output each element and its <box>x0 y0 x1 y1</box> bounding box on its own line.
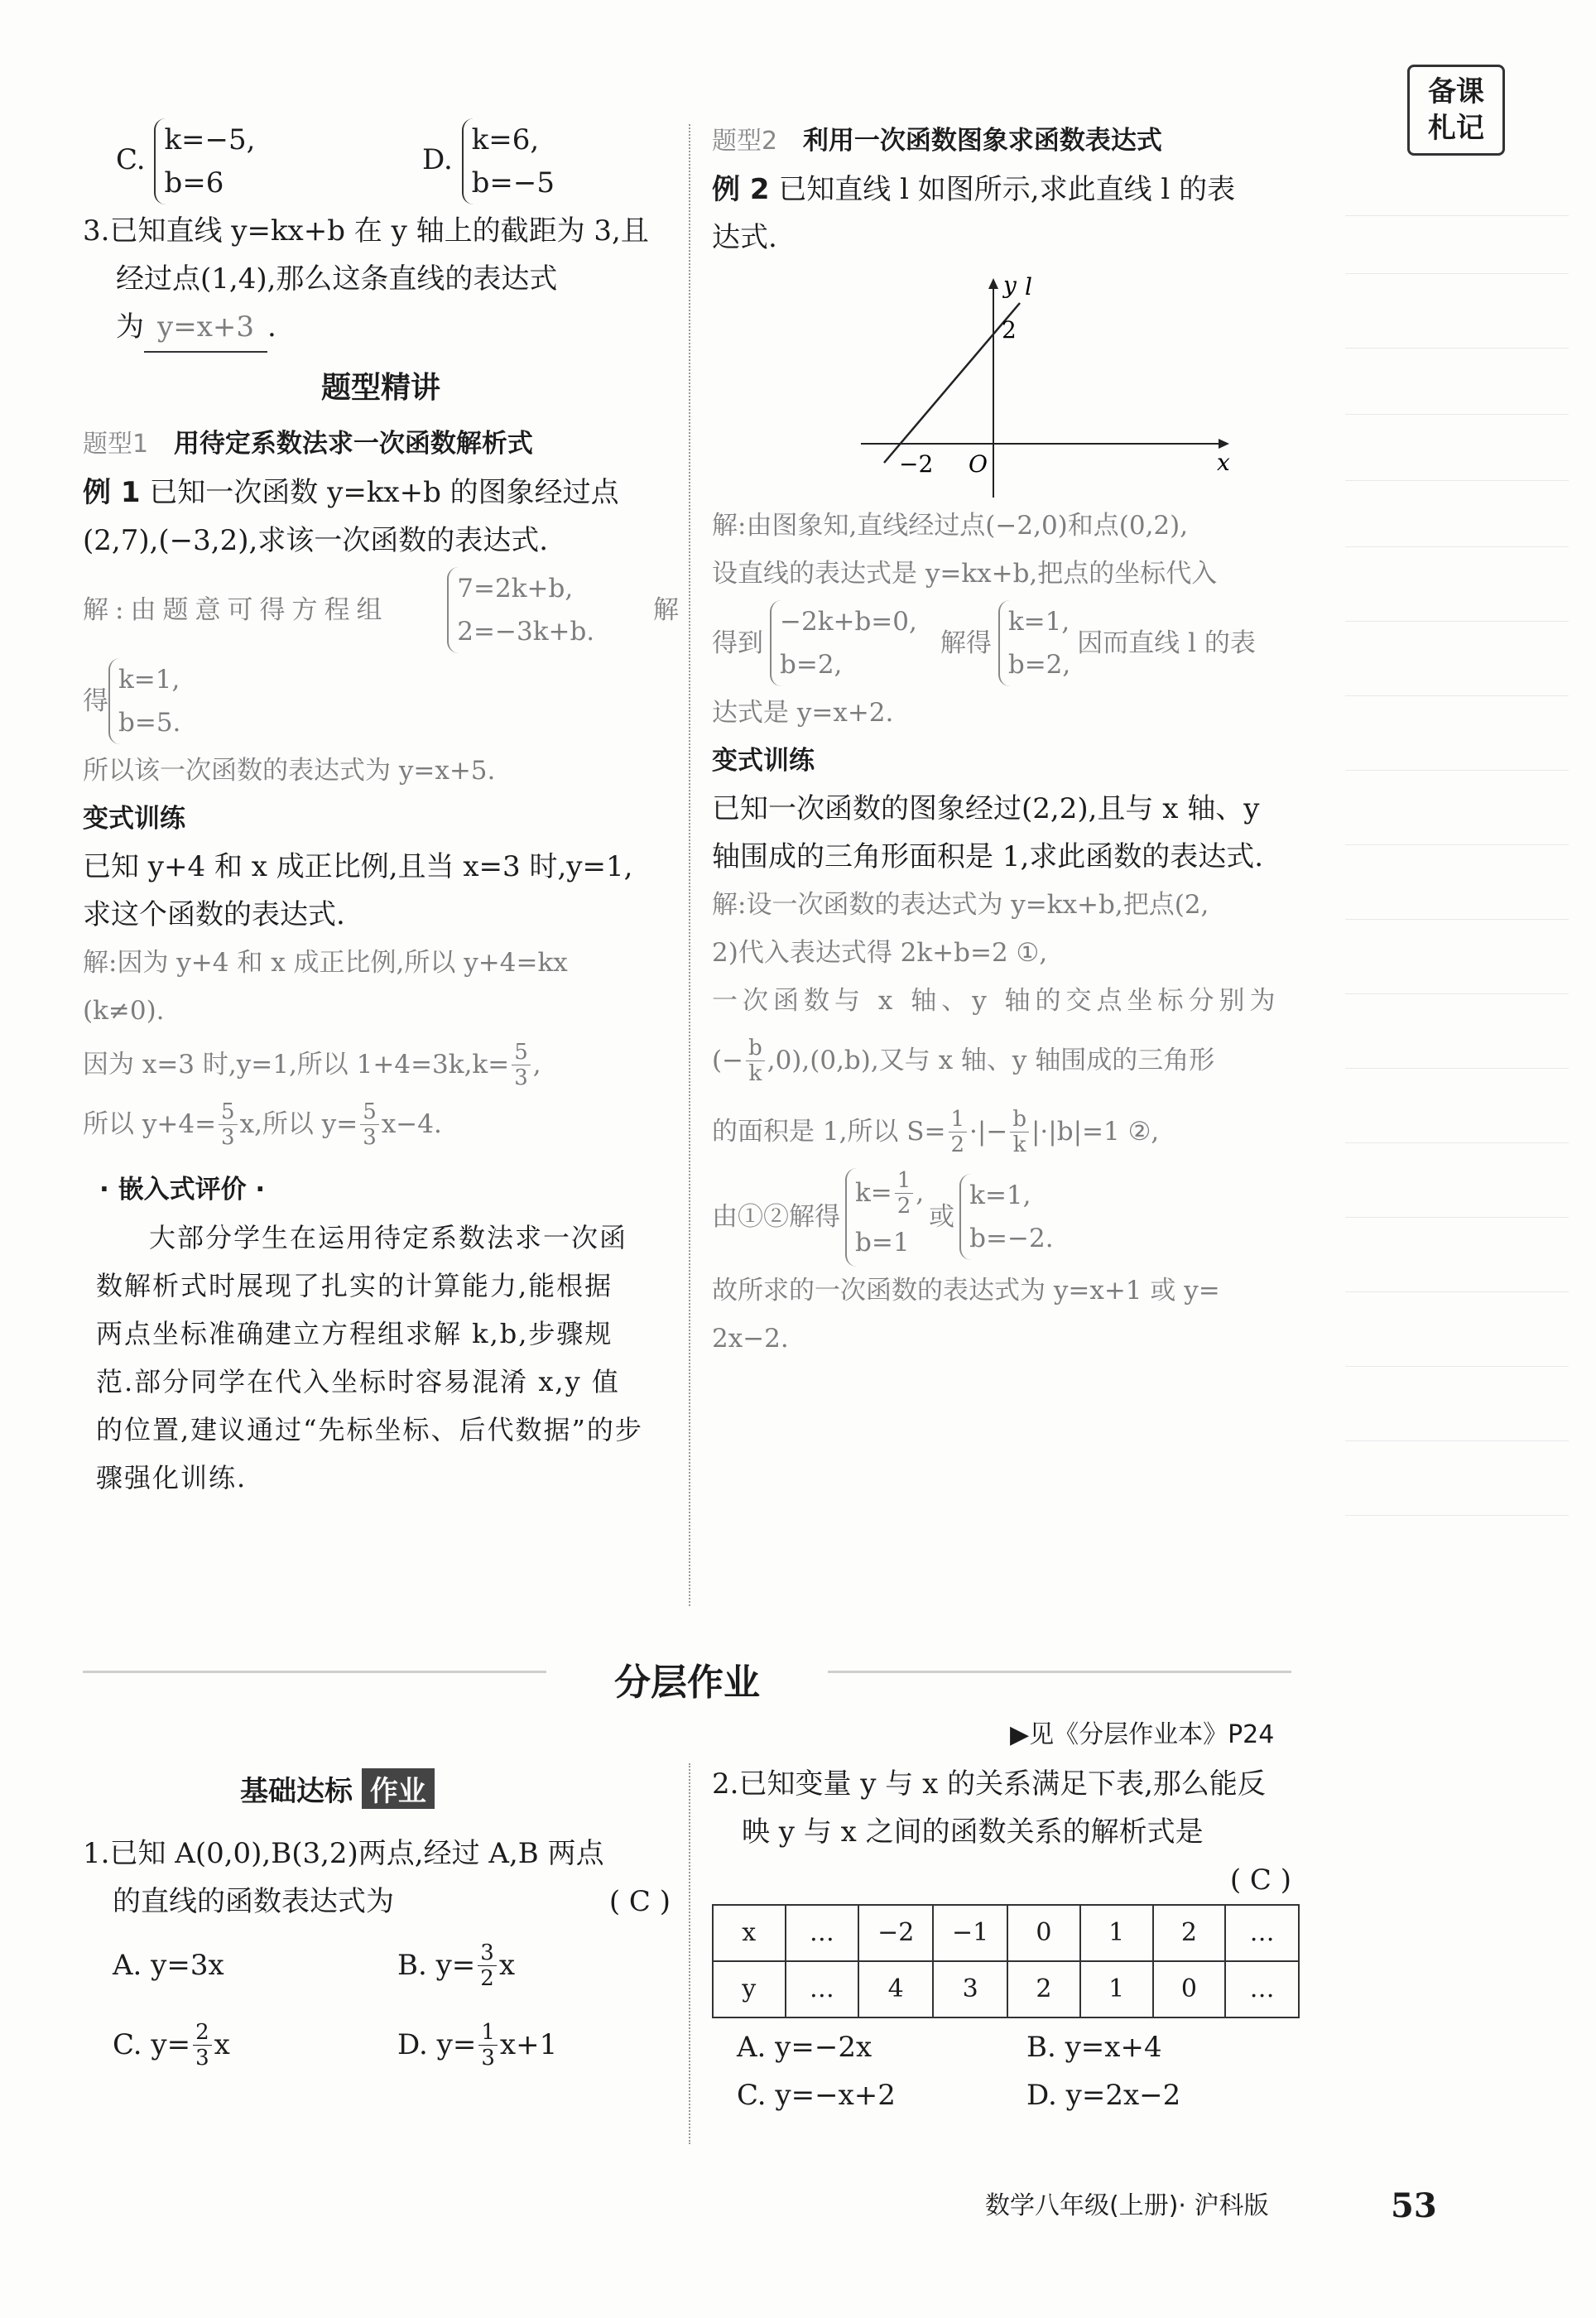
variant-title-2: 变式训练 <box>712 746 815 776</box>
evaluation-text: 大部分学生在运用待定系数法求一次函 数解析式时展现了扎实的计算能力,能根据 两点坐标准确建立方程组求解 k,b,步骤规 范.部分同学在代入坐标时容易混淆 x,y 值 的位置,建议通过“先标坐标、后代数据”的步 骤强化训练. <box>96 1222 643 1493</box>
note-line <box>1345 1366 1569 1367</box>
q3-answer: y=x+3 <box>144 303 267 353</box>
section-heading: 题型精讲 <box>320 371 440 405</box>
table-row-x: x … −2 −1 0 1 2 … <box>713 1905 1299 1961</box>
y-axis-arrow <box>988 278 998 289</box>
line-l <box>884 303 1020 463</box>
column-divider <box>689 124 690 1606</box>
example-1: 例 1 已知一次函数 y=kx+b 的图象经过点 (2,7),(−3,2),求该一次函数的表达式. <box>83 476 619 557</box>
note-line <box>1345 993 1569 994</box>
q2-answer: ( C ) <box>1229 1864 1291 1897</box>
q1-answer: ( C ) <box>608 1885 671 1918</box>
type1-heading: 题型1 用待定系数法求一次函数解析式 <box>83 429 533 459</box>
variant-solution-2: 解:设一次函数的表达式为 y=kx+b,把点(2, 2)代入表达式得 2k+b=2 ①, 一次函数与 x 轴、y 轴的交点坐标分别为 (− $\frac{b}{k}$ ,0),(0,b),又与 x 轴、y 轴围成的三角形 的面积是 1,所以 S= $\frac{1}{2}$ ·|− $\frac{b}{k}$ |·|b|=1 ②, 由①②解得 k= $\frac{1}{2}$ , b=1 或 k=1, b=−2. 故所求的一次函数的表达式为 y=x+1 或 y= 2x−2. <box>712 890 1281 1354</box>
right-column <box>712 116 1300 1363</box>
note-line <box>1345 1515 1569 1516</box>
note-line <box>1345 1142 1569 1143</box>
x-label: x <box>1217 449 1230 476</box>
option-c: C. k=−5, b=6 <box>116 118 255 204</box>
x-axis-arrow <box>1219 439 1229 449</box>
x-intercept-label: −2 <box>899 450 934 478</box>
solution-2: 解:由图象知,直线经过点(−2,0)和点(0,2), 设直线的表达式是 y=kx+b,把点的坐标代入 得到 −2k+b=0, b=2, 解得 k=1, b=2, 因而直线 l 的表 达式是 y=x+2. <box>712 511 1256 728</box>
note-line <box>1345 770 1569 771</box>
type2-heading: 题型2 利用一次函数图象求函数表达式 <box>712 126 1162 156</box>
left-column <box>83 116 679 1502</box>
note-line <box>1345 215 1569 216</box>
question-3: 3.已知直线 y=kx+b 在 y 轴上的截距为 3,且 经过点(1,4),那么这条直线的表达式 为 y=x+3 . <box>83 207 679 353</box>
notes-badge <box>1407 65 1505 156</box>
note-line <box>1345 1440 1569 1441</box>
y-intercept-label: 2 <box>1002 316 1017 344</box>
note-line <box>1345 348 1569 349</box>
xy-table <box>712 1904 1300 2018</box>
homework-title: 分层作业 <box>83 1652 1291 1705</box>
homework-q1: 1.已知 A(0,0),B(3,2)两点,经过 A,B 两点 的直线的函数表达式为 ( C ) A. y=3x B. y= $\frac{3}{2}$ x C. y= $\frac{2}{3}$ x D. y= $\frac{1}{3}$ x+1 <box>83 1837 671 2070</box>
note-line <box>1345 844 1569 845</box>
option-d: D. k=6, b=−5 <box>422 118 555 204</box>
origin-label: O <box>969 450 988 478</box>
badge-line2: 札记 <box>1428 112 1484 145</box>
variant-question-1: 已知 y+4 和 x 成正比例,且当 x=3 时,y=1, 求这个函数的表达式. <box>83 850 633 931</box>
note-line <box>1345 1217 1569 1218</box>
line-graph <box>712 262 1291 502</box>
note-line <box>1345 1291 1569 1292</box>
note-line <box>1345 919 1569 920</box>
page-number: 53 <box>1391 2186 1437 2225</box>
solution-1: 解:由题意可得方程组 7=2k+b, 2=−3k+b. 解 得 k=1, b=5. 所以该一次函数的表达式为 y=x+5. <box>83 565 679 795</box>
homework-reference: ▶见《分层作业本》P24 <box>1010 1720 1275 1749</box>
options-cd <box>83 116 679 207</box>
evaluation-title: · 嵌入式评价 · <box>99 1175 266 1205</box>
note-line <box>1345 621 1569 622</box>
column-divider <box>689 1763 690 2144</box>
note-line <box>1345 546 1569 547</box>
variant-solution-1: 解:因为 y+4 和 x 成正比例,所以 y+4=kx (k≠0). 因为 x=3 时,y=1,所以 1+4=3k,k= $\frac{5}{3}$ , 所以 y+4= $\frac{5}{3}$ x,所以 y= $\frac{5}{3}$ x−4. <box>83 948 568 1150</box>
note-line <box>1345 273 1569 274</box>
y-label: y <box>1003 272 1017 299</box>
table-row-y: y … 4 3 2 1 0 … <box>713 1961 1299 2017</box>
badge-line1: 备课 <box>1428 75 1484 108</box>
example-2: 例 2 已知直线 l 如图所示,求此直线 l 的表 达式. <box>712 173 1236 254</box>
note-line <box>1345 695 1569 696</box>
homework-q2: 2.已知变量 y 与 x 的关系满足下表,那么能反 映 y 与 x 之间的函数关系的解析式是 ( C ) x … −2 −1 0 1 2 … y … 4 3 2 1 0 … A. y=−2x B. y=x+4 C. y=−x+2 D. y=2x−2 <box>712 1760 1300 2119</box>
note-line <box>1345 414 1569 415</box>
note-line <box>1345 480 1569 481</box>
basic-level-heading: 基础达标 作业 <box>240 1768 435 1809</box>
line-label: l <box>1025 273 1032 301</box>
note-line <box>1345 1068 1569 1069</box>
variant-title-1: 变式训练 <box>83 804 185 834</box>
footer-book: 数学八年级(上册)· 沪科版 <box>985 2191 1269 2220</box>
variant-question-2: 已知一次函数的图象经过(2,2),且与 x 轴、y 轴围成的三角形面积是 1,求此函数的表达式. <box>712 792 1264 873</box>
